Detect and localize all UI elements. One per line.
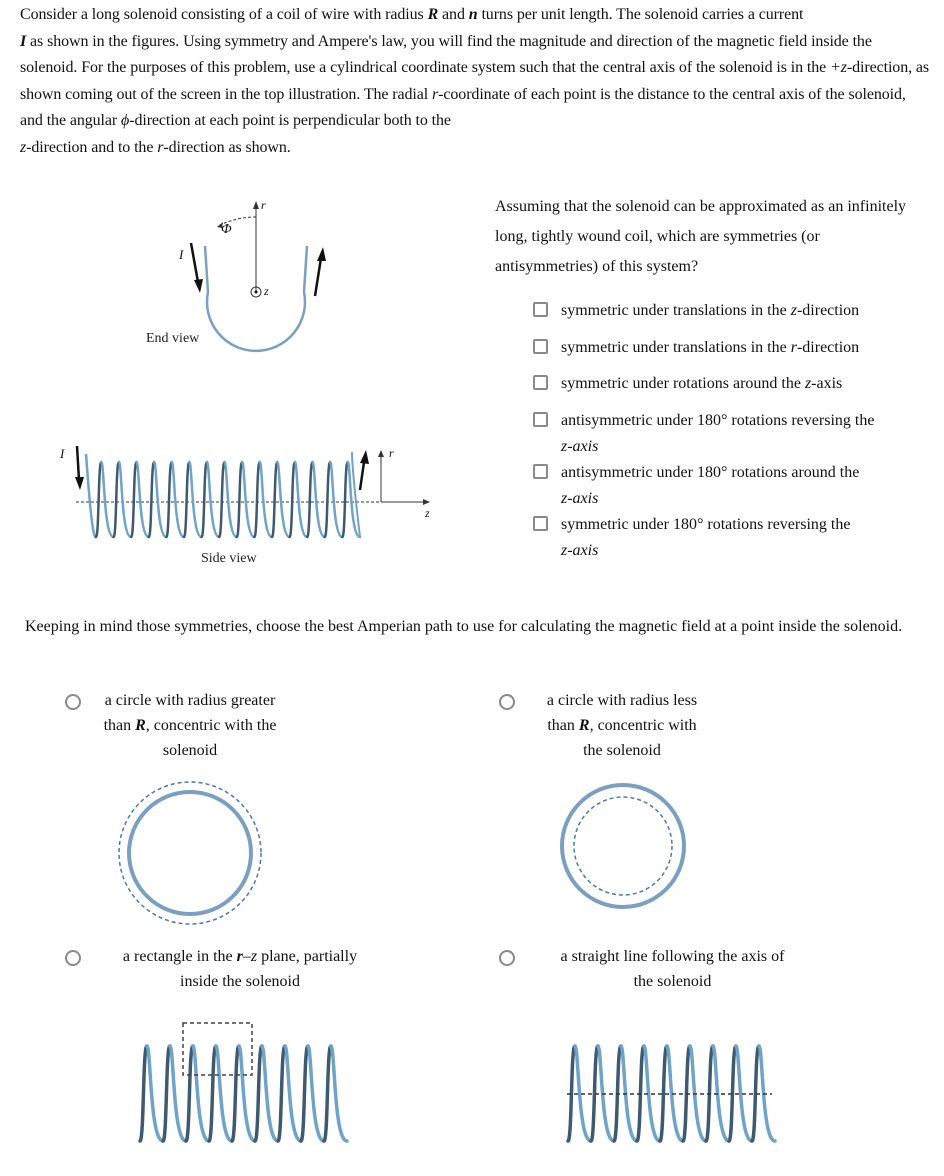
- var-r: r: [157, 138, 164, 156]
- side-view-caption: Side view: [201, 551, 257, 566]
- answer-line: than R, concentric with the: [103, 717, 277, 734]
- answer-line: a straight line following the axis of: [560, 948, 785, 965]
- option-text: symmetric under translations in the: [561, 339, 791, 356]
- option-text: antisymmetric under 180° rotations reversing the: [561, 412, 875, 429]
- end-view-caption: End view: [146, 331, 200, 346]
- var-z: z: [20, 138, 27, 156]
- answer-line: solenoid: [162, 742, 218, 759]
- intro-text: -direction and to the: [26, 138, 158, 156]
- option-text: -direction: [796, 302, 860, 319]
- amperian-question-prompt: Keeping in mind those symmetries, choose the best Amperian path to use for calculating the magnetic field at a point inside the solenoid.: [25, 618, 903, 635]
- option-text: z-axis: [561, 438, 599, 455]
- option-text: -axis: [811, 375, 843, 392]
- r-axis-label: r: [261, 198, 266, 212]
- intro-text: -coordinate of each point is the distance to the central axis of the solenoid, and the angular: [20, 85, 906, 129]
- option-var: z: [790, 302, 797, 319]
- var-I: I: [20, 32, 27, 50]
- option-text: antisymmetric under 180° rotations around the: [561, 464, 860, 481]
- option-var: z: [804, 375, 812, 392]
- phi-label: Φ: [221, 222, 232, 237]
- var-r: r: [432, 85, 439, 103]
- answer-line: a rectangle in the r–z plane, partially: [122, 948, 358, 965]
- answer-line: the solenoid: [583, 742, 661, 759]
- answer-line: than R, concentric with: [547, 717, 697, 734]
- z-axis-label: z: [264, 284, 269, 298]
- current-label: I: [179, 247, 184, 262]
- option-text: symmetric under translations in the: [561, 302, 791, 319]
- intro-text: -direction at each point is perpendicular both to the: [129, 112, 451, 129]
- answer-line: a circle with radius less: [546, 692, 698, 709]
- r-axis-label: r: [389, 446, 394, 460]
- option-text: symmetric under rotations around the: [561, 375, 805, 392]
- intro-text: -direction as shown.: [163, 138, 291, 156]
- var-R: R: [427, 6, 439, 23]
- answer-line: inside the solenoid: [180, 973, 300, 990]
- z-axis-label: z: [425, 506, 430, 520]
- intro-text: -direction, as shown coming out of the screen in the top illustration. The radial: [20, 59, 930, 103]
- intro-text: as shown in the figures. Using symmetry and Ampere's law, you will find the magnitude and direction of the magnetic field inside the solenoid. For the purposes of this problem, use a cylindrical coordinate system such that the central axis of the solenoid is in the: [20, 32, 872, 76]
- symmetry-question-prompt: Assuming that the solenoid can be approximated as an infinitely long, tightly wound coil, which are symmetries (or antisymmetries) of this system?: [495, 198, 907, 275]
- intro-text: turns per unit length. The solenoid carries a current: [477, 6, 804, 23]
- intro-text: and: [438, 6, 469, 23]
- answer-line: a circle with radius greater: [104, 692, 276, 709]
- option-text: symmetric under 180° rotations reversing the: [561, 516, 851, 533]
- var-plus-z: +z: [830, 59, 847, 76]
- option-text: z-axis: [561, 490, 599, 507]
- option-text: z-axis: [561, 542, 599, 559]
- current-label: I: [60, 446, 65, 461]
- intro-text: Consider a long solenoid consisting of a coil of wire with radius: [20, 6, 428, 23]
- var-phi: ϕ: [121, 112, 130, 129]
- option-text: -direction: [796, 339, 860, 356]
- answer-line: the solenoid: [633, 973, 712, 990]
- var-n: n: [468, 6, 478, 23]
- option-var: r: [790, 339, 797, 356]
